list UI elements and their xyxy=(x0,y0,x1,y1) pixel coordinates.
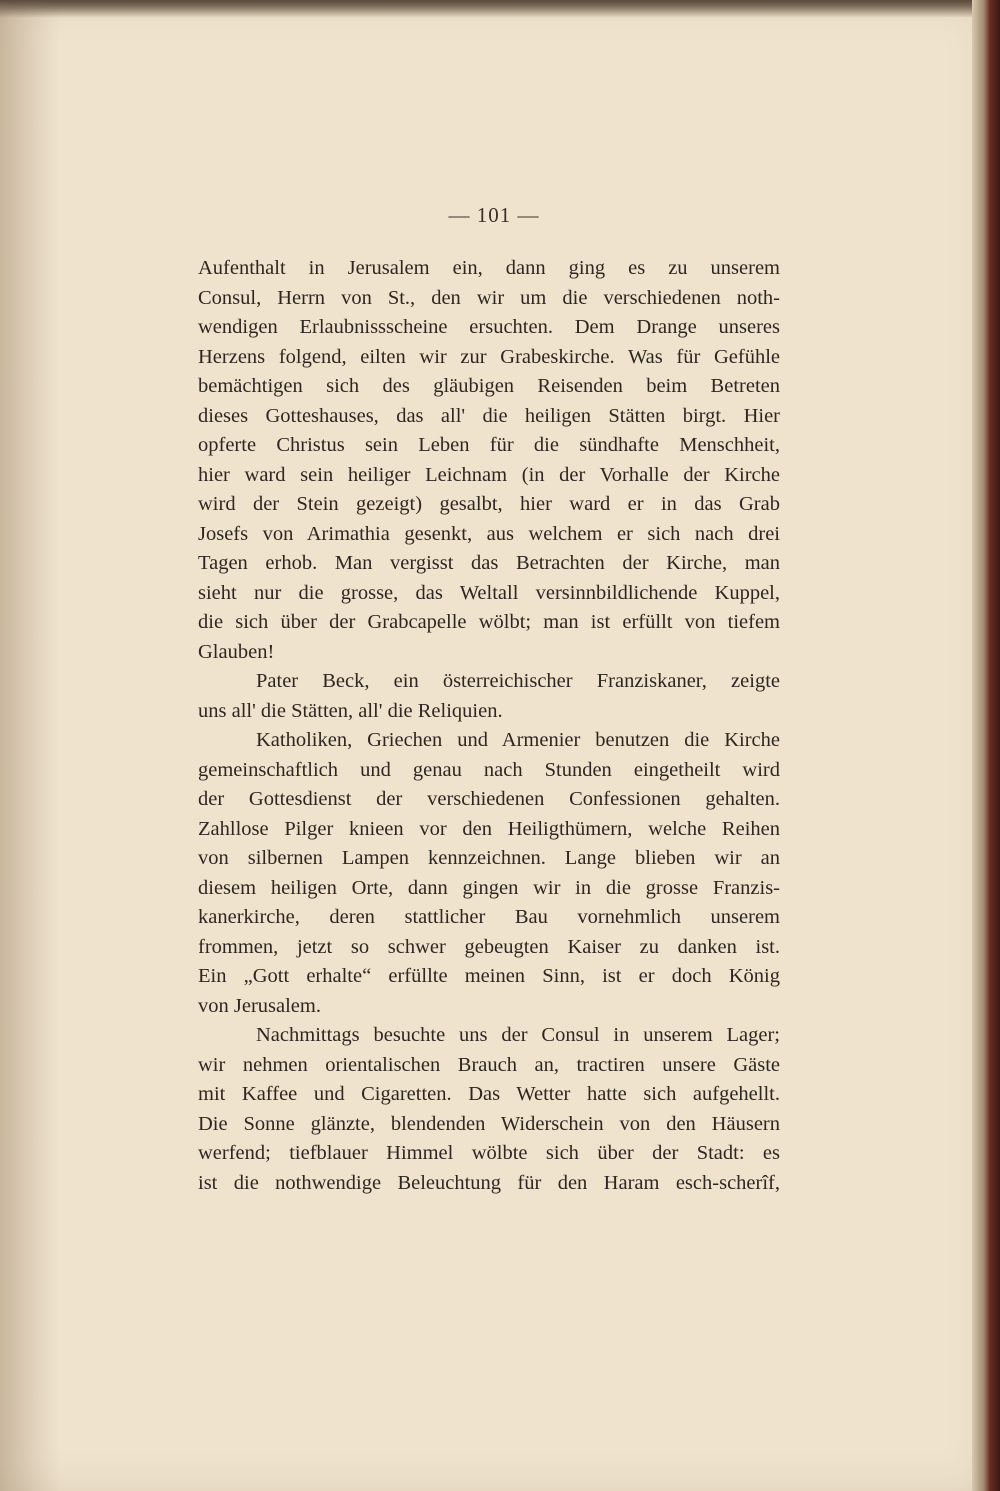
text-line: Ein „Gott erhalte“ erfüllte meinen Sinn, ist er doch König xyxy=(198,965,780,987)
text-line: Consul, Herrn von St., den wir um die verschiedenen noth- xyxy=(198,286,780,309)
text-line: sieht nur die grosse, das Weltall versinnbildlichende Kuppel, xyxy=(198,581,780,604)
text-line: Die Sonne glänzte, blendenden Widerschein von den Häusern xyxy=(198,1112,780,1135)
text-line: Pater Beck, ein österreichischer Franziskaner, zeigte xyxy=(256,670,780,692)
text-line: Nachmittags besuchte uns der Consul in unserem Lager; xyxy=(256,1024,780,1046)
text-line: die sich über der Grabcapelle wölbt; man ist erfüllt von tiefem xyxy=(198,611,780,633)
text-line: kanerkirche, deren stattlicher Bau vornehmlich unserem xyxy=(198,906,780,928)
text-line: Glauben! xyxy=(198,640,275,663)
text-line: mit Kaffee und Cigaretten. Das Wetter hatte sich aufgehellt. xyxy=(198,1083,780,1105)
text-line: dieses Gotteshauses, das all' die heiligen Stätten birgt. Hier xyxy=(198,404,780,427)
text-line: Herzens folgend, eilten wir zur Grabeskirche. Was für Gefühle xyxy=(198,345,780,368)
text-line: bemächtigen sich des gläubigen Reisenden beim Betreten xyxy=(198,375,780,397)
text-line: Tagen erhob. Man vergisst das Betrachten der Kirche, man xyxy=(198,552,780,574)
text-line: Josefs von Arimathia gesenkt, aus welchem er sich nach drei xyxy=(198,522,780,545)
body-text xyxy=(198,254,780,1198)
text-line: der Gottesdienst der verschiedenen Confessionen gehalten. xyxy=(198,788,780,810)
text-line: diesem heiligen Orte, dann gingen wir in die grosse Franzis- xyxy=(198,876,780,899)
text-line: frommen, jetzt so schwer gebeugten Kaiser zu danken ist. xyxy=(198,935,780,958)
book-cover-edge xyxy=(972,0,1000,1491)
text-line: opferte Christus sein Leben für die sündhafte Menschheit, xyxy=(198,434,780,456)
text-line: wendigen Erlaubnissscheine ersuchten. Dem Drange unseres xyxy=(198,316,780,338)
text-line: wir nehmen orientalischen Brauch an, tractiren unsere Gäste xyxy=(198,1053,780,1076)
text-line: wird der Stein gezeigt) gesalbt, hier ward er in das Grab xyxy=(198,493,780,515)
text-line: gemeinschaftlich und genau nach Stunden eingetheilt wird xyxy=(198,758,780,781)
page-number: — 101 — xyxy=(448,203,540,227)
text-line: von silbernen Lampen kennzeichnen. Lange blieben wir an xyxy=(198,847,780,869)
text-line: ist die nothwendige Beleuchtung für den Haram esch-scherîf, xyxy=(198,1171,780,1194)
text-line: hier ward sein heiliger Leichnam (in der Vorhalle der Kirche xyxy=(198,463,780,486)
text-line: Zahllose Pilger knieen vor den Heiligthümern, welche Reihen xyxy=(198,817,780,840)
text-line: uns all' die Stätten, all' die Reliquien. xyxy=(198,699,503,722)
text-line: Aufenthalt in Jerusalem ein, dann ging es zu unserem xyxy=(198,257,780,279)
text-line: werfend; tiefblauer Himmel wölbte sich über der Stadt: es xyxy=(198,1142,780,1164)
text-line: von Jerusalem. xyxy=(198,994,321,1017)
page-top-edge xyxy=(0,0,988,18)
text-line: Katholiken, Griechen und Armenier benutzen die Kirche xyxy=(256,729,780,751)
